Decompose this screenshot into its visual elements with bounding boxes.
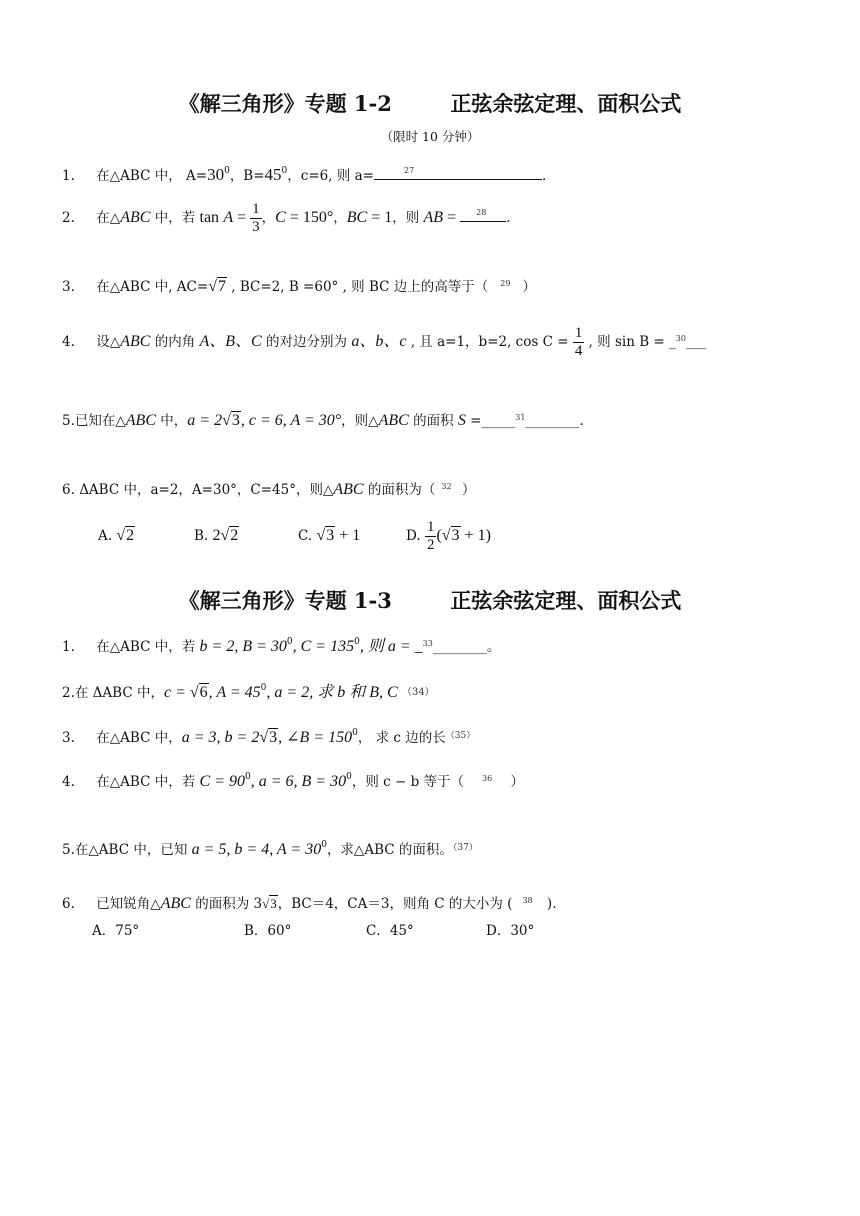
sqrt-3: √3 [262, 896, 277, 911]
answer-blank: 28 [460, 207, 506, 222]
option-c: C. √3 + 1 [298, 527, 361, 544]
answer-blank: 27 [374, 165, 542, 180]
option-a: A. √2 [98, 527, 135, 544]
sqrt-7: √7 [208, 278, 226, 295]
section2-title: 《解三角形》专题 1-3 正弦余弦定理、面积公式 [178, 588, 682, 613]
fraction-one-third: $\frac{1}{3}$ [252, 201, 260, 235]
fraction-one-quarter: $\frac{1}{4}$ [574, 325, 583, 359]
s1-question-2: 2. 在△ABC 中，若 tan A = $\frac{1}{3}$ ，C = 150°，BC = 1，则 AB = 28 . [62, 201, 511, 235]
section1-subtitle: （限时 10 分钟） [380, 129, 480, 144]
s2-question-1: 1. 在△ABC 中，若 b = 2, $B = 30^0$, $C = 135^0$, 则 a = _$^{33}$________。 [62, 637, 501, 655]
s1-question-6-options [98, 519, 491, 554]
s1-question-4: 4. 设△ABC 的内角 A、B、C 的对边分别为 a、b、c , 且 a=1，b=2, cos C = $\frac{1}{4}$ , 则 sin B = _$^{30}$___ [62, 325, 707, 359]
section1-title: 《解三角形》专题 1-2 正弦余弦定理、面积公式 [178, 91, 682, 116]
s2-question-6-options [92, 921, 534, 941]
option-d: D．30° [486, 923, 535, 939]
option-c: C．45° [366, 923, 414, 939]
s2-question-6: 6. 已知锐角△ABC 的面积为 3√3，BC＝4，CA＝3，则角 C 的大小为 ( $^{38}$ ). [62, 895, 557, 912]
option-b: B. 2√2 [194, 527, 239, 544]
option-b: B．60° [244, 923, 292, 939]
s1-question-3: 3. 在△ABC 中, AC=√7 , BC=2, B =60° , 则 BC 边上的高等于（ $^{29}$ ） [62, 278, 536, 295]
s2-question-4: 4. 在△ABC 中，若 $C = 90^0$, a = 6, $B = 30^0$，则 c − b 等于（ $^{36}$ ） [62, 772, 524, 790]
s1-question-1: 1. 在△ABC 中， $A=30^0$，$B=45^0$，c=6, 则 a= 27 . [62, 165, 547, 184]
sqrt-3: √3 [259, 729, 278, 746]
s2-question-3: 3. 在△ABC 中，a = 3, b = 2√3, ∠B = $150^0$， 求 c 边的长$^{(35)}$ [62, 728, 476, 746]
s2-question-2: 2.在 ΔABC 中，c = √6, $A = 45^0$, a = 2, 求 b 和 B, C （34） [62, 683, 435, 701]
option-d: D. $\frac{1}{2}$ (√3 + 1) [406, 519, 491, 553]
option-a: A．75° [92, 923, 140, 939]
sqrt-3: √3 [222, 412, 240, 429]
s1-question-6: 6. ΔABC 中，a=2，A=30°，C=45°，则△ABC 的面积为（ $^{32}$ ） [62, 481, 476, 498]
sqrt-6: √6 [189, 684, 208, 701]
s1-question-5: 5.已知在△ABC 中，a = 2√3, c = 6, A = 30°，则△ABC 的面积 S =_____$^{31}$________. [62, 412, 584, 429]
s2-question-5: 5.在△ABC 中，已知 a = 5, b = 4, $A = 30^0$，求△ABC 的面积。$^{(37)}$ [62, 840, 478, 858]
